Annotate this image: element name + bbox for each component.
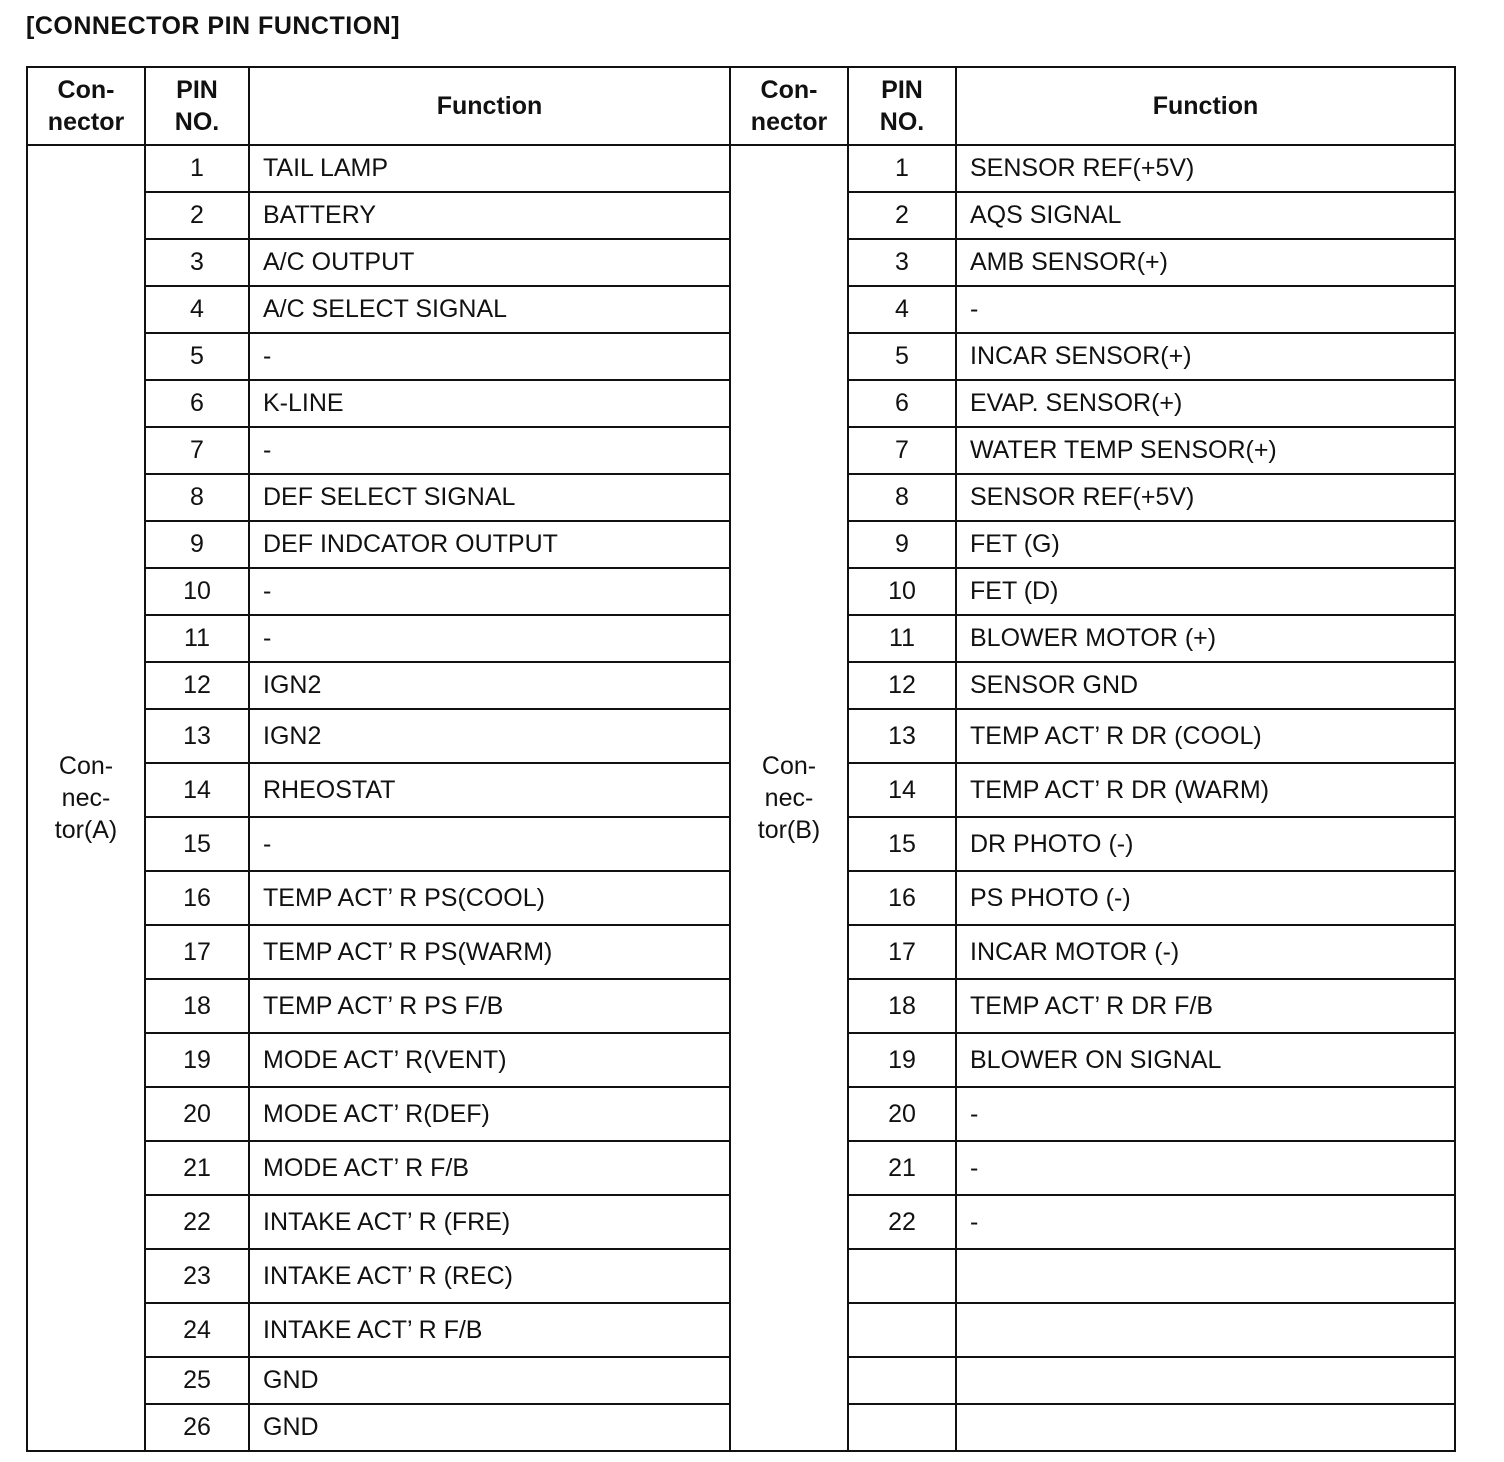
connector-header: Con- nector	[730, 67, 848, 145]
pin-function: -	[249, 817, 730, 871]
pin-function: WATER TEMP SENSOR(+)	[956, 427, 1455, 474]
connector-label: Con- nec- tor(B)	[730, 145, 848, 1451]
pin-number: 26	[145, 1404, 249, 1451]
pin-function: -	[956, 286, 1455, 333]
pin-number	[848, 1303, 956, 1357]
pin-number: 12	[145, 662, 249, 709]
pin-function: EVAP. SENSOR(+)	[956, 380, 1455, 427]
pin-function: K-LINE	[249, 380, 730, 427]
pin-function: TEMP ACT’ R PS F/B	[249, 979, 730, 1033]
header-row	[730, 67, 1455, 145]
pin-function: BLOWER MOTOR (+)	[956, 615, 1455, 662]
pin-number: 17	[848, 925, 956, 979]
pin-function: TEMP ACT’ R DR (WARM)	[956, 763, 1455, 817]
pin-number	[848, 1404, 956, 1451]
pin-function: GND	[249, 1404, 730, 1451]
pin-number: 10	[848, 568, 956, 615]
pin-number: 15	[848, 817, 956, 871]
pin-number: 16	[848, 871, 956, 925]
pin-function: SENSOR REF(+5V)	[956, 145, 1455, 192]
pin-number: 3	[848, 239, 956, 286]
pin-function: IGN2	[249, 662, 730, 709]
pin-number: 8	[145, 474, 249, 521]
pin-number: 20	[145, 1087, 249, 1141]
pin-function: -	[956, 1141, 1455, 1195]
connector-b-table	[729, 66, 1456, 1452]
pin-number: 4	[145, 286, 249, 333]
document-title: [CONNECTOR PIN FUNCTION]	[26, 12, 401, 40]
pin-function: INTAKE ACT’ R F/B	[249, 1303, 730, 1357]
pin-number: 7	[145, 427, 249, 474]
pin-number: 19	[145, 1033, 249, 1087]
pin-function: -	[249, 427, 730, 474]
pin-function: A/C OUTPUT	[249, 239, 730, 286]
pin-function: RHEOSTAT	[249, 763, 730, 817]
pin-number	[848, 1357, 956, 1404]
pin-function: TAIL LAMP	[249, 145, 730, 192]
pin-number: 23	[145, 1249, 249, 1303]
pin-number: 18	[145, 979, 249, 1033]
pin-number: 8	[848, 474, 956, 521]
pin-number: 16	[145, 871, 249, 925]
pin-function: IGN2	[249, 709, 730, 763]
pin-function: -	[249, 615, 730, 662]
pin-number: 10	[145, 568, 249, 615]
pin-function: MODE ACT’ R F/B	[249, 1141, 730, 1195]
pin-header: PIN NO.	[145, 67, 249, 145]
pin-function	[956, 1357, 1455, 1404]
pin-function: INTAKE ACT’ R (REC)	[249, 1249, 730, 1303]
pin-number: 21	[848, 1141, 956, 1195]
pin-function: INCAR SENSOR(+)	[956, 333, 1455, 380]
pin-function: -	[249, 568, 730, 615]
table-row	[27, 145, 730, 192]
header-row	[27, 67, 730, 145]
pin-number: 15	[145, 817, 249, 871]
pin-function: DR PHOTO (-)	[956, 817, 1455, 871]
table-row	[730, 145, 1455, 192]
pin-number: 7	[848, 427, 956, 474]
pin-number: 14	[848, 763, 956, 817]
function-header: Function	[956, 67, 1455, 145]
pin-function: GND	[249, 1357, 730, 1404]
pin-function: -	[956, 1195, 1455, 1249]
pin-number: 5	[848, 333, 956, 380]
pin-function: INTAKE ACT’ R (FRE)	[249, 1195, 730, 1249]
connector-a-table	[26, 66, 731, 1452]
pin-number: 4	[848, 286, 956, 333]
connector-label: Con- nec- tor(A)	[27, 145, 145, 1451]
pin-number: 24	[145, 1303, 249, 1357]
pin-number: 21	[145, 1141, 249, 1195]
pin-function: AMB SENSOR(+)	[956, 239, 1455, 286]
pin-number: 9	[848, 521, 956, 568]
pin-number: 22	[848, 1195, 956, 1249]
connector-header: Con- nector	[27, 67, 145, 145]
pin-function: DEF INDCATOR OUTPUT	[249, 521, 730, 568]
pin-function: TEMP ACT’ R PS(COOL)	[249, 871, 730, 925]
pin-function: SENSOR GND	[956, 662, 1455, 709]
pin-function: -	[249, 333, 730, 380]
pin-function: DEF SELECT SIGNAL	[249, 474, 730, 521]
pin-number: 2	[848, 192, 956, 239]
pin-number: 22	[145, 1195, 249, 1249]
pin-function: FET (G)	[956, 521, 1455, 568]
pin-number: 1	[145, 145, 249, 192]
pin-number: 2	[145, 192, 249, 239]
pin-number: 5	[145, 333, 249, 380]
pin-function: BATTERY	[249, 192, 730, 239]
pin-function: TEMP ACT’ R DR (COOL)	[956, 709, 1455, 763]
pin-function: BLOWER ON SIGNAL	[956, 1033, 1455, 1087]
pin-function: MODE ACT’ R(DEF)	[249, 1087, 730, 1141]
pin-number: 19	[848, 1033, 956, 1087]
pin-number: 1	[848, 145, 956, 192]
pin-number: 13	[145, 709, 249, 763]
pin-number: 6	[145, 380, 249, 427]
pin-function: TEMP ACT’ R DR F/B	[956, 979, 1455, 1033]
pin-number	[848, 1249, 956, 1303]
pin-function: MODE ACT’ R(VENT)	[249, 1033, 730, 1087]
pin-number: 9	[145, 521, 249, 568]
pin-function	[956, 1249, 1455, 1303]
pin-function	[956, 1404, 1455, 1451]
pin-function: PS PHOTO (-)	[956, 871, 1455, 925]
pin-function: INCAR MOTOR (-)	[956, 925, 1455, 979]
connector-a-rows	[27, 145, 730, 1451]
pin-number: 18	[848, 979, 956, 1033]
pin-number: 13	[848, 709, 956, 763]
pin-function: -	[956, 1087, 1455, 1141]
pin-function: A/C SELECT SIGNAL	[249, 286, 730, 333]
pin-number: 11	[848, 615, 956, 662]
pin-number: 6	[848, 380, 956, 427]
pin-function	[956, 1303, 1455, 1357]
pin-function: TEMP ACT’ R PS(WARM)	[249, 925, 730, 979]
pin-header: PIN NO.	[848, 67, 956, 145]
pin-number: 14	[145, 763, 249, 817]
pin-function: SENSOR REF(+5V)	[956, 474, 1455, 521]
pin-number: 12	[848, 662, 956, 709]
function-header: Function	[249, 67, 730, 145]
pin-number: 11	[145, 615, 249, 662]
pin-number: 17	[145, 925, 249, 979]
pin-number: 25	[145, 1357, 249, 1404]
pin-function: FET (D)	[956, 568, 1455, 615]
pin-number: 20	[848, 1087, 956, 1141]
pin-number: 3	[145, 239, 249, 286]
connector-b-rows	[730, 145, 1455, 1451]
pin-function: AQS SIGNAL	[956, 192, 1455, 239]
